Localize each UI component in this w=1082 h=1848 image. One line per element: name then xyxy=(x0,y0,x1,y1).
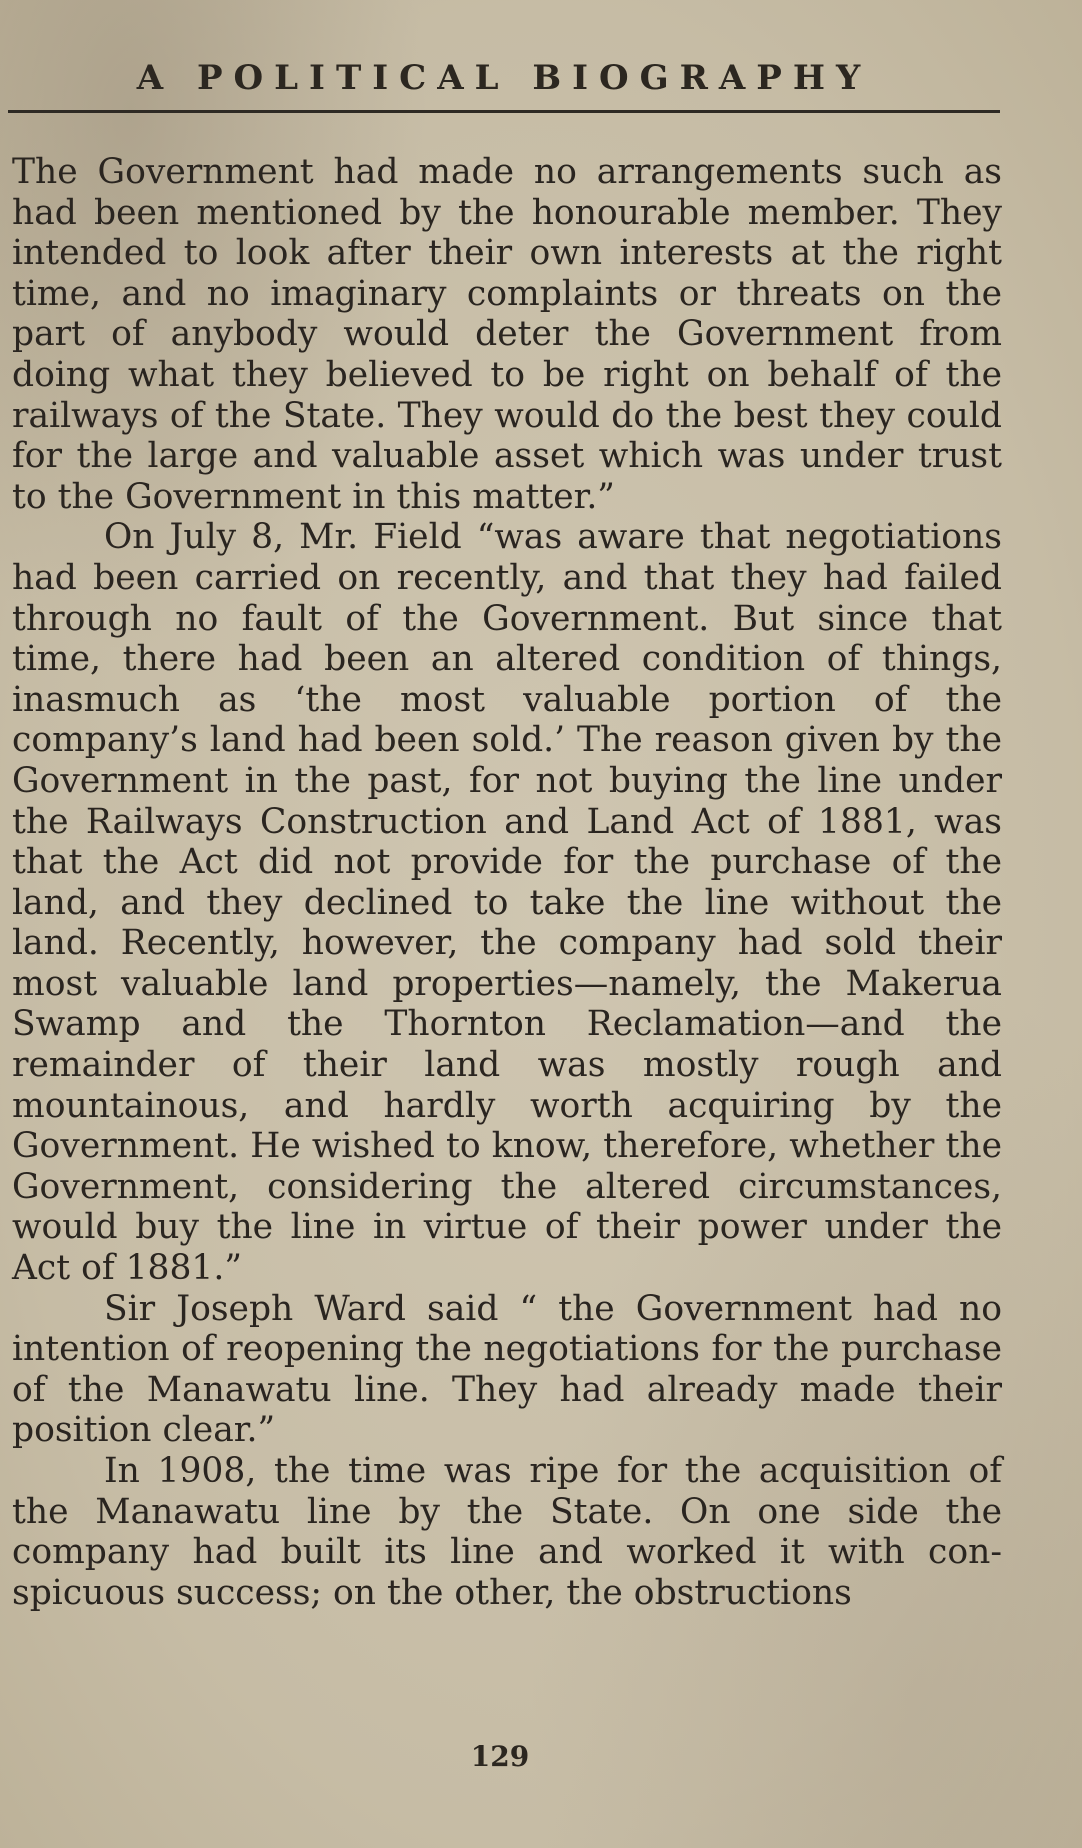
paragraph-1908: In 1908, the time was ripe for the acquisition of the Manawatu line by the State. On one side the company had built its line and worked it with conspicuous success; on the other, the obstructions xyxy=(12,1451,1002,1613)
running-head: A POLITICAL BIOGRAPHY xyxy=(136,58,872,98)
body-text xyxy=(12,152,1002,1613)
paragraph-joseph-ward: Sir Joseph Ward said “ the Government had no intention of reopening the negotiations for the purchase of the Manawatu line. They had already made their position clear.” xyxy=(12,1288,1002,1451)
header-rule xyxy=(8,110,1000,113)
paragraph-continued: The Government had made no arrangements such as had been mentioned by the honourable member. They intended to look after their own interests at the right time, and no imaginary complaints or threats on the part of anybody would deter the Government from doing what they believed to be right on behalf of the railways of the State. They would do the best they could for the large and valuable asset which was under trust to the Government in this matter.” xyxy=(12,152,1002,517)
paragraph-field-july-8: On July 8, Mr. Field “was aware that negotiations had been carried on recently, and that they had failed through no fault of the Government. But since that time, there had been an altered condition of things, inasmuch as ‘the most valuable portion of the company’s land had been sold.’ The reason given by the Government in the past, for not buying the line under the Railways Construction and Land Act of 1881, was that the Act did not provide for the purchase of the land, and they declined to take the line without the land. Recently, however, the company had sold their most valuable land properties—namely, the Makerua Swamp and the Thornton Reclamation—and the remainder of their land was mostly rough and mountainous, and hardly worth acquiring by the Government. He wished to know, therefore, whether the Government, considering the altered circumstances, would buy the line in virtue of their power under the Act of 1881.” xyxy=(12,517,1002,1289)
page-number: 129 xyxy=(470,1740,530,1773)
